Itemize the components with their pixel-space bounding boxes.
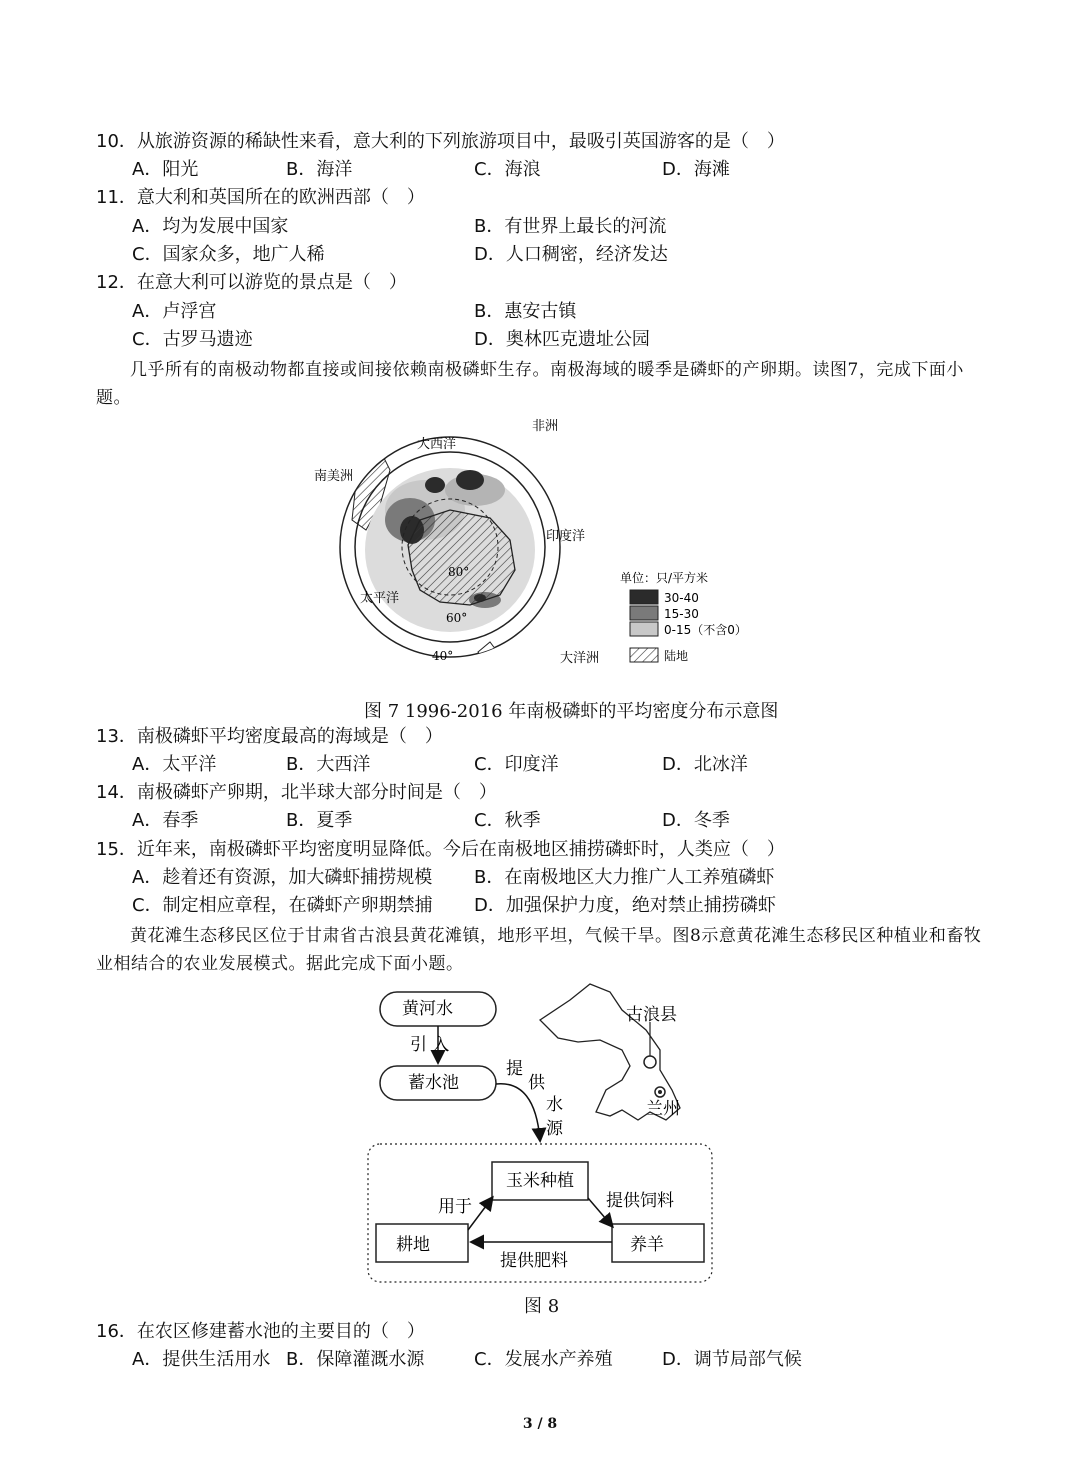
q12-option-c: C．古罗马遗迹	[132, 329, 253, 350]
q14-stem: 14．南极磷虾产卵期，北半球大部分时间是（ ）	[96, 782, 497, 803]
introduce-label: 引 入	[410, 1035, 450, 1055]
q10-option-a: A．阳光	[132, 159, 199, 180]
feed-label: 提供饲料	[606, 1191, 674, 1211]
q12-stem: 12．在意大利可以游览的景点是（ ）	[96, 272, 407, 293]
label-indian-ocean: 印度洋	[546, 529, 586, 544]
q16-option-c: C．发展水产养殖	[474, 1349, 613, 1370]
q16-option-b: B．保障灌溉水源	[286, 1349, 425, 1370]
q15-option-d: D．加强保护力度，绝对禁止捕捞磷虾	[474, 895, 776, 916]
legend-swatch-low	[630, 622, 658, 636]
lanzhou-label: 兰州	[646, 1099, 680, 1119]
q12-option-d: D．奥林匹克遗址公园	[474, 329, 650, 350]
figure-7-caption: 图 7 1996-2016 年南极磷虾的平均密度分布示意图	[364, 701, 779, 722]
label-lat-40: 40°	[432, 649, 454, 663]
q12-option-a: A．卢浮宫	[132, 301, 217, 322]
q10-option-c: C．海浪	[474, 159, 541, 180]
q11-option-b: B．有世界上最长的河流	[474, 216, 667, 237]
farmland-label: 耕地	[396, 1235, 430, 1255]
q10-option-d: D．海滩	[662, 159, 730, 180]
figure-7-antarctic-map	[300, 410, 760, 700]
figure-8-caption: 图 8	[524, 1296, 560, 1317]
q14-option-a: A．春季	[132, 810, 199, 831]
legend-label-mid: 15-30	[664, 607, 699, 621]
sheep-label: 养羊	[630, 1235, 664, 1255]
page-number: 3 / 8	[522, 1416, 558, 1432]
label-oceania: 大洋洲	[560, 651, 600, 666]
passage-huanghuatan: 黄花滩生态移民区位于甘肃省古浪县黄花滩镇，地形平坦，气候干旱。图8示意黄花滩生态移民区种植业和畜牧业相结合的农业发展模式。据此完成下面小题。	[96, 926, 982, 974]
manure-label: 提供肥料	[500, 1251, 568, 1271]
supply-char-3: 水	[546, 1095, 563, 1115]
q16-option-d: D．调节局部气候	[662, 1349, 802, 1370]
legend-swatch-mid	[630, 606, 658, 620]
label-pacific: 太平洋	[360, 591, 400, 606]
q15-option-a: A．趁着还有资源，加大磷虾捕捞规模	[132, 867, 433, 888]
supply-char-1: 提	[506, 1059, 523, 1079]
q13-option-c: C．印度洋	[474, 754, 559, 775]
q15-option-c: C．制定相应章程，在磷虾产卵期禁捕	[132, 895, 433, 916]
q15-stem: 15．近年来，南极磷虾平均密度明显降低。今后在南极地区捕捞磷虾时，人类应（ ）	[96, 839, 785, 860]
legend-title: 单位：只/平方米	[620, 571, 709, 585]
q13-option-a: A．太平洋	[132, 754, 217, 775]
passage-krill: 几乎所有的南极动物都直接或间接依赖南极磷虾生存。南极海域的暖季是磷虾的产卵期。读图7，完成下面小题。	[96, 360, 964, 408]
q11-option-a: A．均为发展中国家	[132, 216, 289, 237]
gulang-label: 古浪县	[626, 1005, 677, 1025]
legend-label-low: 0-15（不含0）	[664, 623, 747, 637]
used-for-label: 用于	[438, 1197, 472, 1217]
q16-stem: 16．在农区修建蓄水池的主要目的（ ）	[96, 1321, 425, 1342]
corn-label: 玉米种植	[506, 1171, 574, 1191]
legend-swatch-high	[630, 590, 658, 604]
label-atlantic: 大西洋	[417, 437, 457, 452]
q10-option-b: B．海洋	[286, 159, 353, 180]
q13-stem: 13．南极磷虾平均密度最高的海域是（ ）	[96, 726, 443, 747]
legend-swatch-land	[630, 648, 658, 662]
legend-label-land: 陆地	[664, 649, 689, 663]
q14-option-c: C．秋季	[474, 810, 541, 831]
q11-option-d: D．人口稠密，经济发达	[474, 244, 668, 265]
label-africa: 非洲	[532, 419, 559, 434]
q10-stem: 10．从旅游资源的稀缺性来看，意大利的下列旅游项目中，最吸引英国游客的是（ ）	[96, 131, 785, 152]
q11-stem: 11．意大利和英国所在的欧洲西部（ ）	[96, 187, 425, 208]
yellow-river-label: 黄河水	[402, 999, 453, 1019]
q13-option-b: B．大西洋	[286, 754, 371, 775]
legend-label-high: 30-40	[664, 591, 699, 605]
q12-option-b: B．惠安古镇	[474, 301, 577, 322]
q15-option-b: B．在南极地区大力推广人工养殖磷虾	[474, 867, 775, 888]
label-lat-60: 60°	[446, 611, 468, 625]
label-lat-80: 80°	[448, 565, 470, 579]
q14-option-b: B．夏季	[286, 810, 353, 831]
gulang-marker	[644, 1056, 656, 1068]
reservoir-label: 蓄水池	[408, 1073, 459, 1093]
q16-option-a: A．提供生活用水	[132, 1349, 271, 1370]
figure-8-agriculture-diagram	[360, 980, 730, 1290]
q14-option-d: D．冬季	[662, 810, 730, 831]
label-south-america: 南美洲	[314, 469, 354, 484]
q13-option-d: D．北冰洋	[662, 754, 748, 775]
supply-char-2: 供	[528, 1073, 545, 1093]
supply-char-4: 源	[546, 1119, 563, 1139]
q11-option-c: C．国家众多，地广人稀	[132, 244, 325, 265]
